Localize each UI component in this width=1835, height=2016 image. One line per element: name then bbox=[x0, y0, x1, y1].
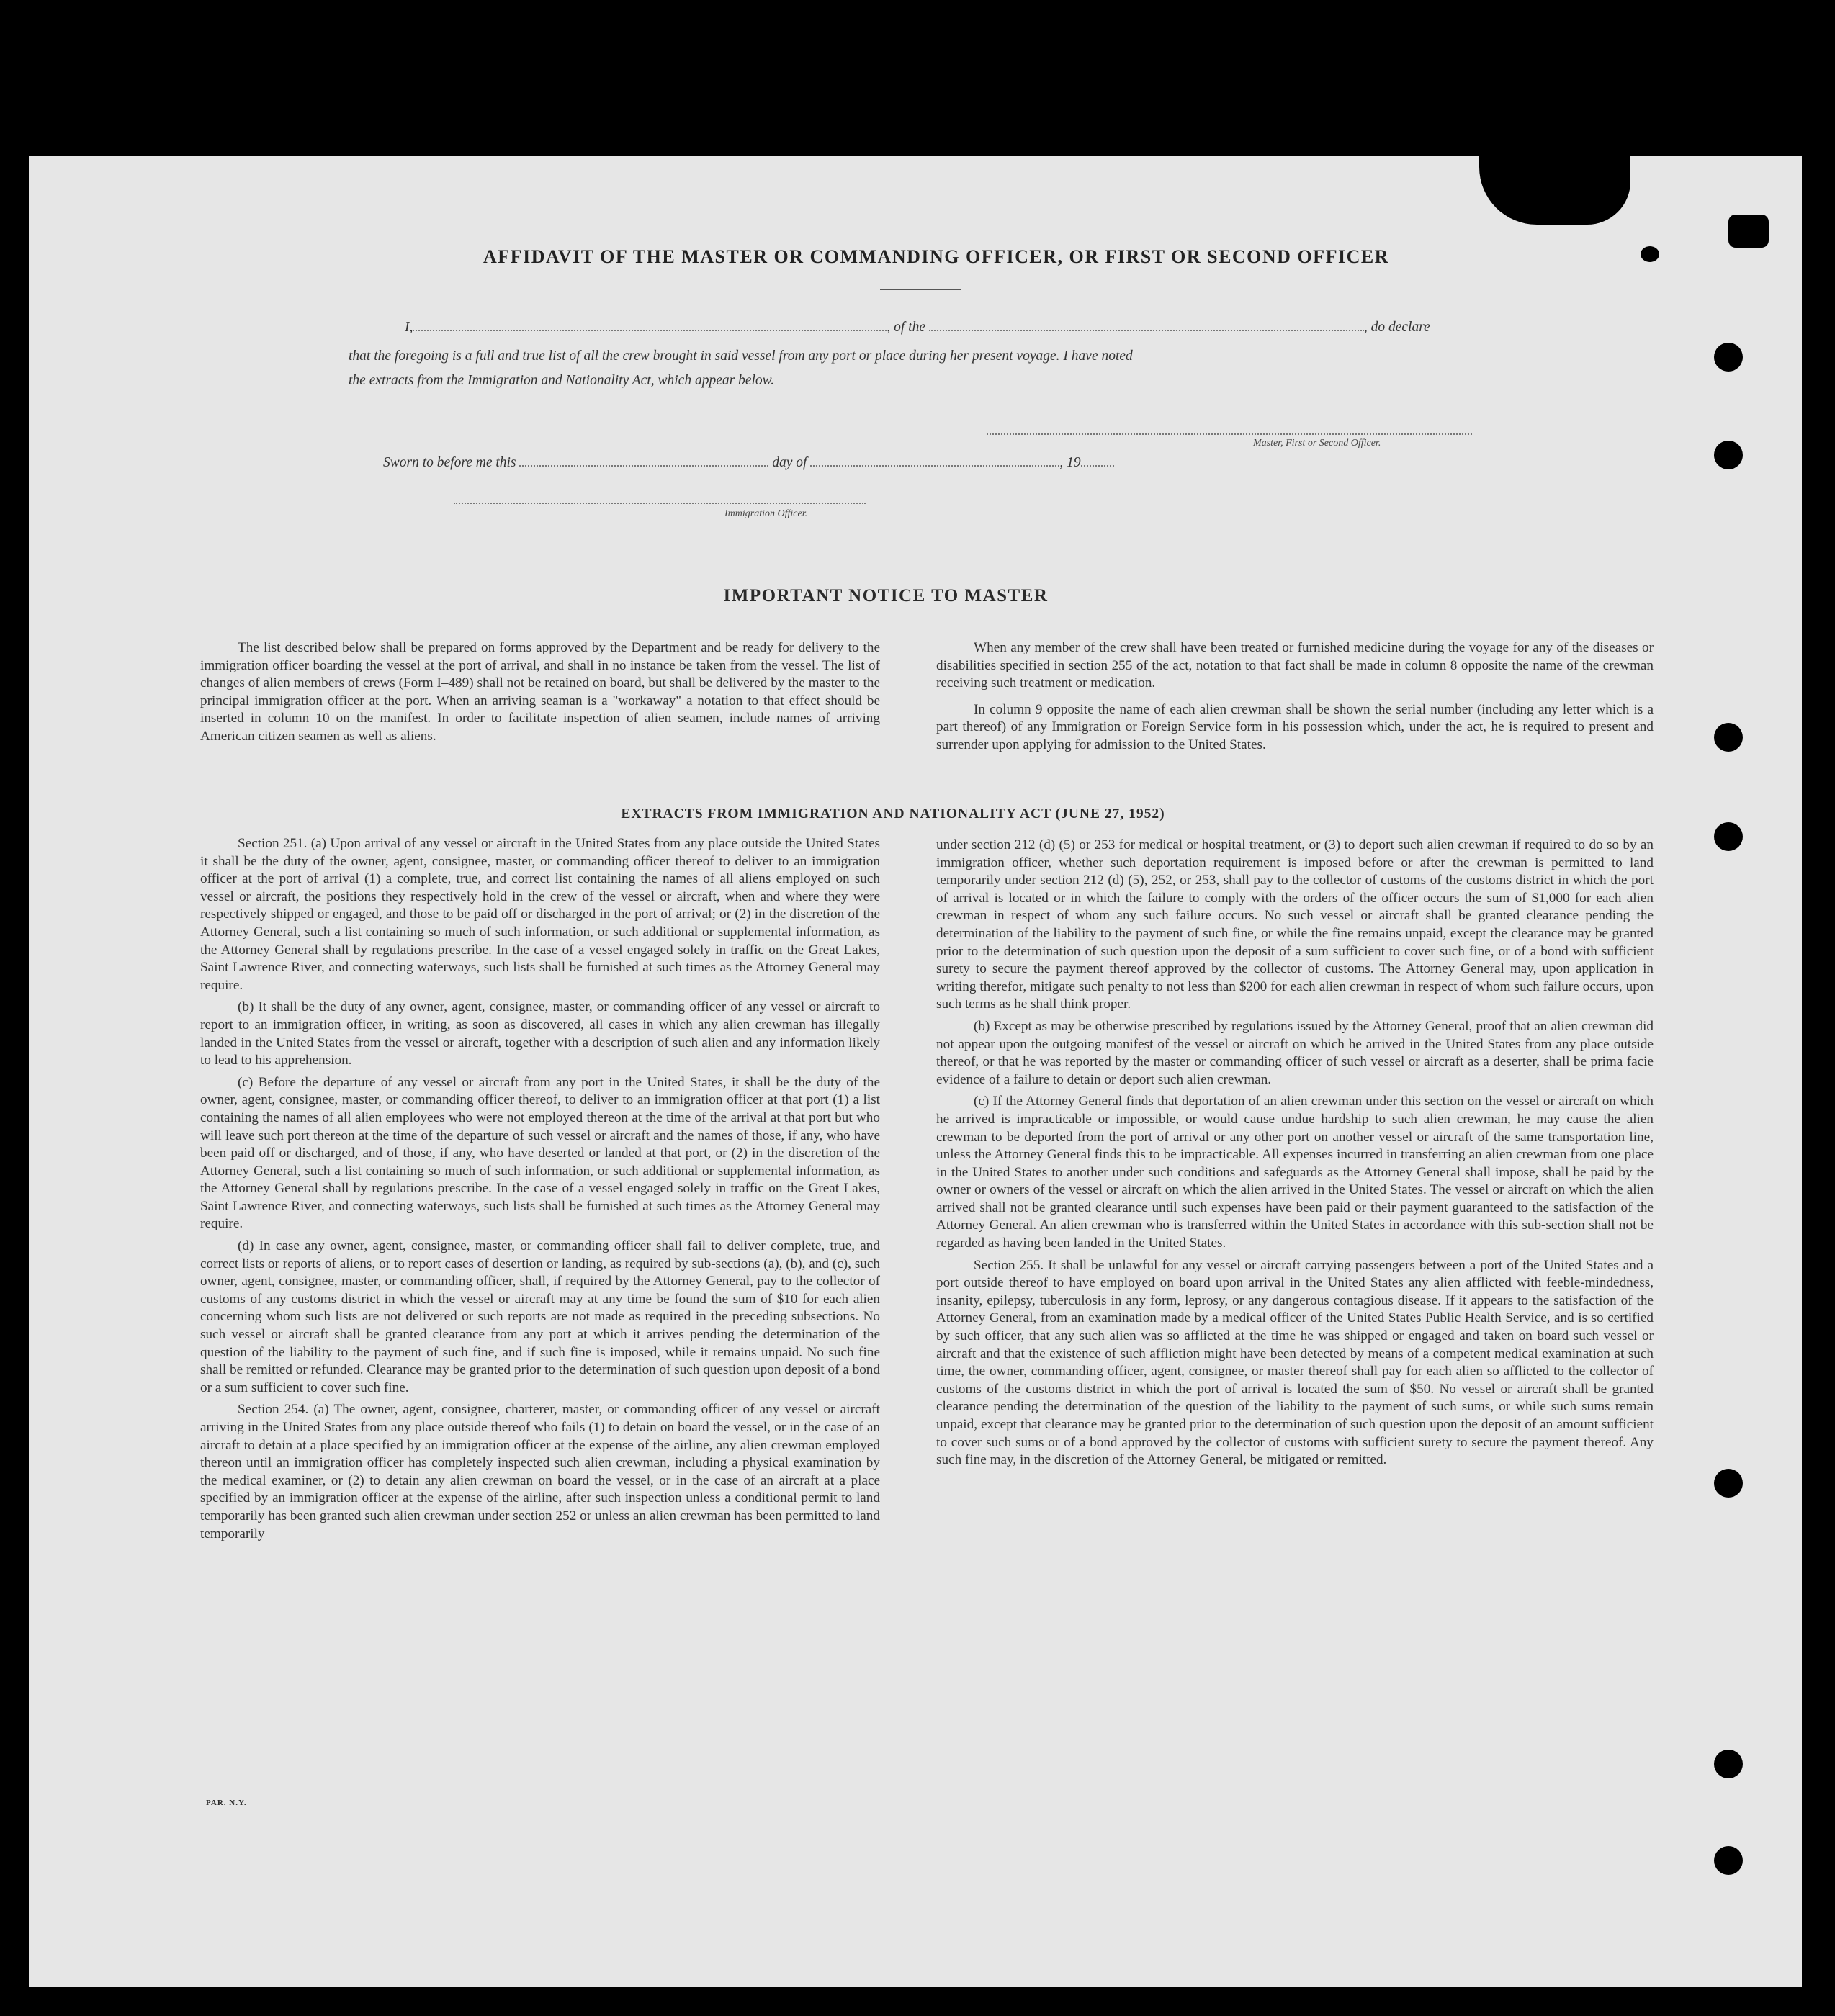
year-label: , 19 bbox=[1059, 455, 1081, 470]
punch-hole bbox=[1641, 246, 1659, 262]
notice-right-paragraph-1: When any member of the crew shall have been treated or furnished medicine during the voyage for any of the diseases or disabilities specified in section 255 of the act, notation to that fact shall be made in column 8 opposite the name of the crewman receiving such treatment or medication. bbox=[936, 640, 1654, 691]
declaration-do-declare-label: , do declare bbox=[1363, 320, 1430, 335]
punch-hole bbox=[1714, 1846, 1743, 1875]
officer-signature-line[interactable] bbox=[454, 503, 866, 504]
extracts-title: EXTRACTS FROM IMMIGRATION AND NATIONALITY ACT (JUNE 27, 1952) bbox=[621, 806, 1165, 822]
punch-hole bbox=[1714, 441, 1743, 469]
punch-hole bbox=[1714, 1750, 1743, 1778]
document-page bbox=[29, 156, 1802, 1987]
title-divider bbox=[880, 289, 961, 290]
notice-left-paragraph: The list described below shall be prepared on forms approved by the Department and be ready for delivery to the immigration officer boarding the vessel at the port of arrival, and shall in no instance be taken from the vessel. The list of changes of alien members of crews (Form I–489) shall not be retained on board, but shall be delivered by the master to the principal immigration officer at the port. When an arriving seaman is a "workaway" a notation to that effect should be inserted in column 10 on the manifest. In order to facilitate inspection of alien seamen, include names of arriving American citizen seamen as well as aliens. bbox=[200, 640, 880, 744]
section-251-d: (d) In case any owner, agent, consignee, master, or commanding officer shall fail to deliver complete, true, and correct lists or reports of aliens, or to report cases of desertion or landing, as required by sub-sections (a), (b), and (c), such owner, agent, consignee, master, or commanding officer, shall, if required by the Attorney General, pay to the collector of customs of any customs district in which the vessel or aircraft may at any time be found the sum of $10 for each alien concerning whom such lists are not delivered or such reports are not made as required in the preceding subsections. No such vessel or aircraft shall be granted clearance from any port at which it arrives pending the determination of the question of the liability to the payment of such fine, and if such fine is imposed, while it remains unpaid. No such fine shall be remitted or refunded. Clearance may be granted prior to the determination of such question upon deposit of a bond or a sum sufficient to cover such fine. bbox=[200, 1238, 880, 1395]
section-254-b: (b) Except as may be otherwise prescribed by regulations issued by the Attorney General, proof that an alien crewman did not appear upon the outgoing manifest of the vessel or aircraft on which he arrived in the United States from any place outside thereof, or that he was reported by the master or commanding officer of such vessel or aircraft as a deserter, shall be prima facie evidence of a failure to detain or deport such alien crewman. bbox=[936, 1018, 1654, 1087]
sworn-label: Sworn to before me this bbox=[383, 455, 516, 470]
page-damage-mark-2 bbox=[1728, 215, 1769, 248]
section-255: Section 255. It shall be unlawful for any vessel or aircraft carrying passengers between a port of the United States and a port outside thereof to have employed on board upon arrival in the United States any alien afflicted with feeble-mindedness, insanity, epilepsy, tuberculosis in any form, leprosy, or any dangerous contagious disease. If it appears to the satisfaction of the Attorney General, from an examination made by a medical officer of the United States Public Health Service, and is so certified by such officer, that any such alien was so afflicted at the time he was shipped or engaged and taken on board such vessel or aircraft and that the existence of such affliction might have been detected by means of a competent medical examination at such time, the owner, commanding officer, agent, consignee, or master thereof shall pay for each alien so afflicted to the collector of customs of the customs district in which the port of arrival is located the sum of $50. No vessel or aircraft shall be granted clearance pending the determination of the question of the liability to the payment of such sums, or while such sums remain unpaid, except that clearance may be granted prior to the determination of such question upon the deposit of an amount sufficient to cover such sums or of a bond approved by the collector of customs with sufficient surety to secure the payment thereof. Any such fine may, in the discretion of the Attorney General, be mitigated or remitted. bbox=[936, 1257, 1654, 1468]
master-signature-line[interactable] bbox=[987, 433, 1472, 435]
affidavit-title: AFFIDAVIT OF THE MASTER OR COMMANDING OFFICER, OR FIRST OR SECOND OFFICER bbox=[483, 246, 1389, 267]
name-field-line[interactable] bbox=[413, 329, 887, 331]
day-of-label: day of bbox=[772, 455, 807, 470]
section-254-a-continued: under section 212 (d) (5) or 253 for medical or hospital treatment, or (3) to deport such alien crewman if required to do so by an immigration officer, whether such deportation requirement is imposed before or after the crewman is permitted to land temporarily under section 212 (d) (5), 252, or 253, shall pay to the collector of customs of the customs district in which the port of arrival is located or in which the failure to comply with the orders of the officer occurs the sum of $1,000 for each alien crewman in respect of whom any such failure occurs. No such vessel or aircraft shall be granted clearance pending the determination of the liability to the payment of such fine, or while the fine remains unpaid, except the clearance may be granted prior to the determination of such question upon the deposit of a sum sufficient to cover such fine, or of a bond with sufficient surety to secure the payment thereof approved by the collector of customs. The Attorney General may, upon application in writing therefor, mitigate such penalty to not less than $200 for each alien crewman in respect of whom such failure occurs, upon such terms as he shall think proper. bbox=[936, 837, 1654, 1012]
punch-hole bbox=[1714, 822, 1743, 851]
section-251-b: (b) It shall be the duty of any owner, agent, consignee, master, or commanding officer of any vessel or aircraft to report to an immigration officer, in writing, as soon as discovered, all cases in which any alien crewman has illegally landed in the United States from the vessel or aircraft, together with a description of such alien and any information likely to lead to his apprehension. bbox=[200, 999, 880, 1068]
vessel-field-line[interactable] bbox=[929, 329, 1364, 331]
notice-left-column bbox=[200, 639, 880, 750]
declaration-line-3: the extracts from the Immigration and Nationality Act, which appear below. bbox=[349, 373, 775, 388]
sworn-day-field-line[interactable] bbox=[519, 464, 768, 467]
section-251-a: Section 251. (a) Upon arrival of any vessel or aircraft in the United States from any place outside the United States it shall be the duty of the owner, agent, consignee, master, or commanding officer thereof to deliver to an immigration officer at the port of arrival (1) a complete, true, and correct list containing the names of all aliens employed on such vessel or aircraft, the positions they respectively hold in the crew of the vessel or aircraft, when and where they were respectively shipped or engaged, and those to be paid off or discharged in the port of arrival; or (2) in the discretion of the Attorney General, such a list containing so much of such information, or such additional or supplemental information, as the Attorney General shall by regulations prescribe. In the case of a vessel engaged solely in traffic on the Great Lakes, Saint Lawrence River, and connecting waterways, such lists shall be furnished at such times as the Attorney General may require. bbox=[200, 836, 880, 993]
sworn-month-field-line[interactable] bbox=[810, 464, 1059, 467]
page-content bbox=[29, 156, 1802, 1987]
notice-right-paragraph-2: In column 9 opposite the name of each alien crewman shall be shown the serial number (including any letter which is a part thereof) of any Immigration or Foreign Service form in his possession which, under the act, he is required to present and surrender upon applying for admission to the United States. bbox=[936, 701, 1654, 752]
declaration-i-label: I, bbox=[405, 320, 413, 335]
punch-hole bbox=[1714, 343, 1743, 372]
declaration-line-2: that the foregoing is a full and true list of all the crew brought in said vessel from any port or place during her present voyage. I have noted bbox=[349, 348, 1133, 364]
officer-signature-label: Immigration Officer. bbox=[724, 508, 808, 519]
sworn-line bbox=[383, 455, 1114, 471]
declaration-of-the-label: , of the bbox=[887, 320, 925, 335]
punch-hole bbox=[1714, 723, 1743, 752]
printer-mark: PAR. N.Y. bbox=[206, 1799, 247, 1807]
page-damage-mark bbox=[1479, 156, 1630, 225]
master-signature-label: Master, First or Second Officer. bbox=[1253, 438, 1381, 449]
section-254-c: (c) If the Attorney General finds that deportation of an alien crewman under this section on the vessel or aircraft on which he arrived is impracticable or impossible, or would cause undue hardship to such alien crewman, he may cause the alien crewman to be deported from the port of arrival or any other port on another vessel or aircraft of the same transportation line, unless the Attorney General finds this to be impracticable. All expenses incurred in transferring an alien crewman from one place in the United States to another under such conditions and safeguards as the Attorney General shall impose, shall be paid by the owner or owners of the vessel or aircraft on which the alien arrived in the United States. The vessel or aircraft on which the alien arrived shall not be granted clearance until such expenses have been paid or their payment guaranteed to the satisfaction of the Attorney General. An alien crewman who is transferred within the United States in accordance with this sub-section shall not be regarded as having been landed in the United States. bbox=[936, 1094, 1654, 1251]
extracts-left-column bbox=[200, 835, 880, 1547]
extracts-right-column bbox=[936, 837, 1654, 1474]
declaration-line-1 bbox=[405, 320, 1507, 336]
notice-title: IMPORTANT NOTICE TO MASTER bbox=[723, 586, 1049, 606]
section-254-a: Section 254. (a) The owner, agent, consignee, charterer, master, or commanding officer of any vessel or aircraft arriving in the United States from any place outside thereof who fails (1) to detain on board the vessel, or in the case of an aircraft to detain at a place specified by an immigration officer at the expense of the airline, any alien crewman employed thereon until an immigration officer has completely inspected such alien crewman, including a physical examination by the medical examiner, or (2) to detain any alien crewman on board the vessel, or in the case of an aircraft at a place specified by an immigration officer at the expense of the airline, after such inspection unless a conditional permit to land temporarily has been granted such alien crewman under section 252 or unless an alien crewman has been permitted to land temporarily bbox=[200, 1402, 880, 1542]
section-251-c: (c) Before the departure of any vessel or aircraft from any port in the United States, it shall be the duty of the owner, agent, consignee, master, or commanding officer thereof, to deliver to an immigration officer at that port (1) a list containing the names of all alien employees who were not employed thereon at the time of the arrival at that port but who will leave such port thereon at the time of the departure of such vessel or aircraft and the names of those, if any, who have been paid off or discharged, and of those, if any, who have deserted or landed at that port, or (2) in the discretion of the Attorney General, such a list containing so much of such information, or such additional or supplemental information, as the Attorney General shall by regulations prescribe. In the case of a vessel engaged solely in traffic on the Great Lakes, Saint Lawrence River, and connecting waterways, such lists shall be furnished at such times as the Attorney General may require. bbox=[200, 1074, 880, 1232]
punch-hole bbox=[1714, 1469, 1743, 1498]
sworn-year-field-line[interactable] bbox=[1081, 464, 1114, 467]
notice-right-column bbox=[936, 639, 1654, 759]
